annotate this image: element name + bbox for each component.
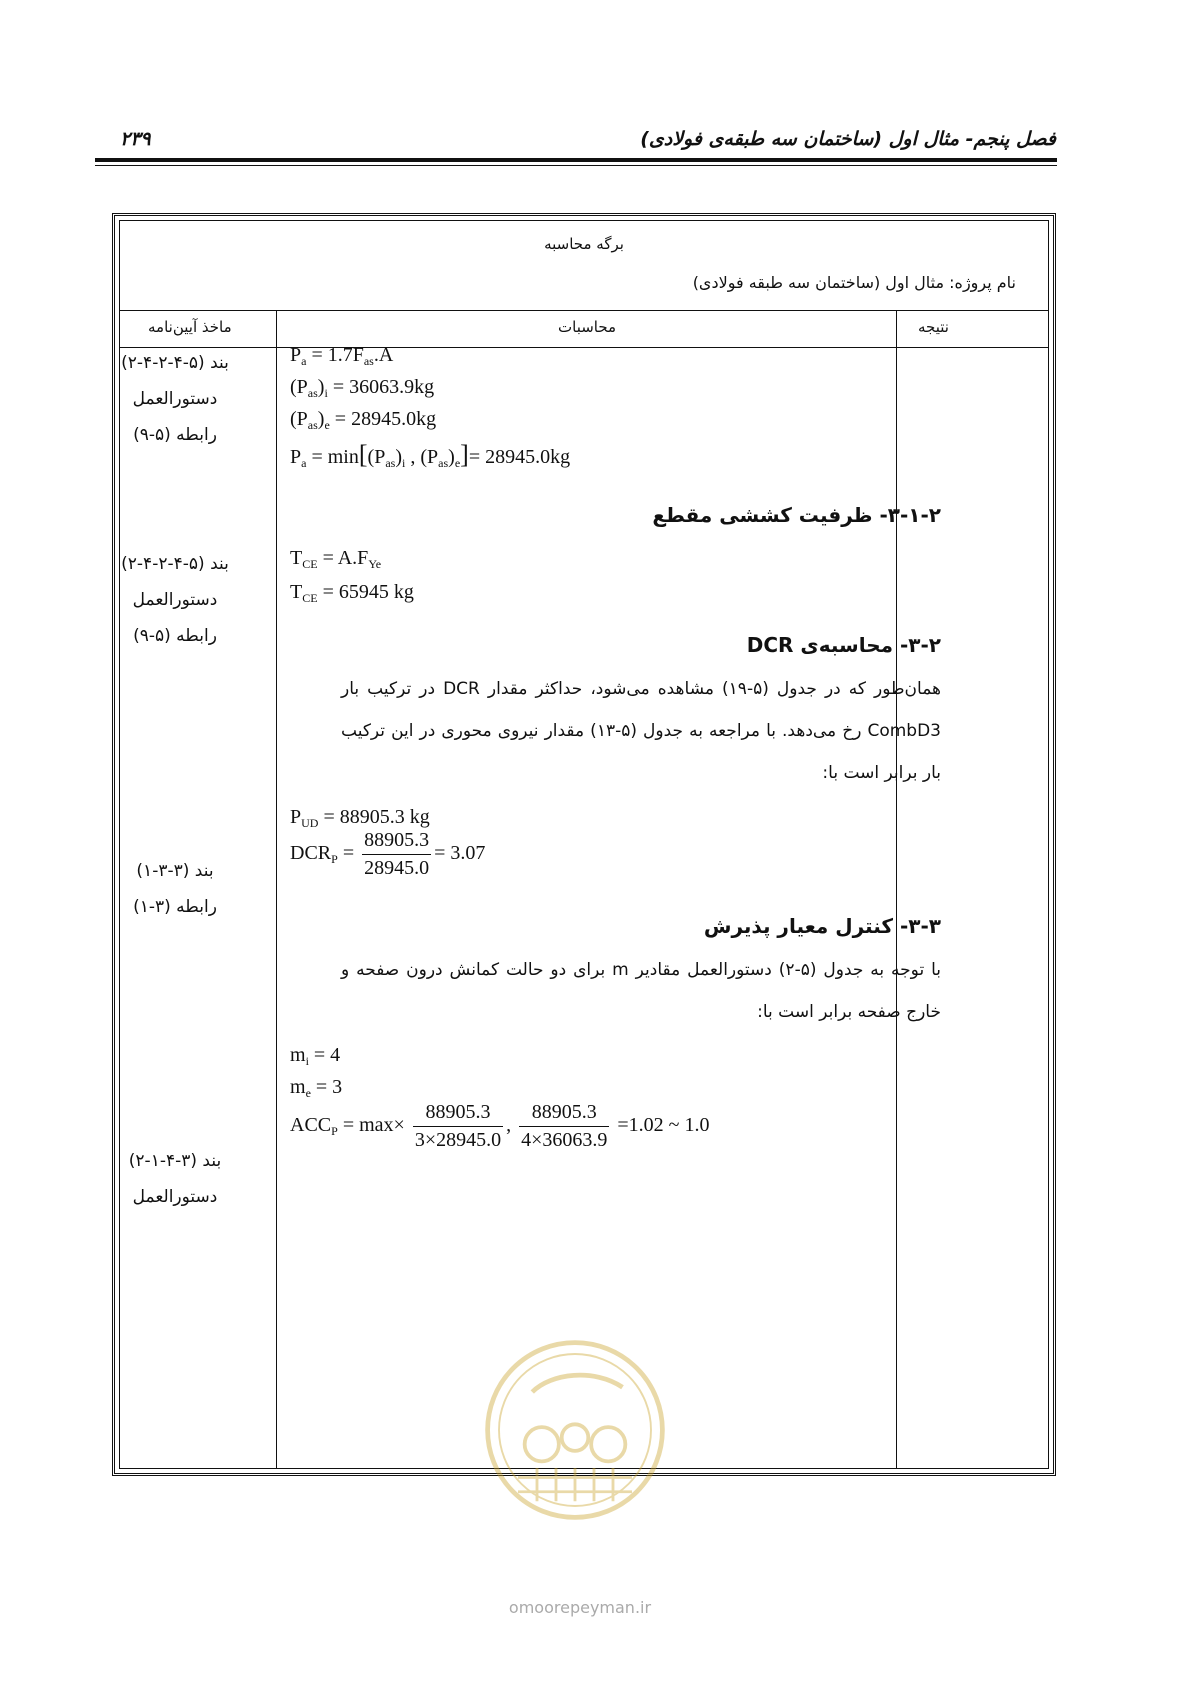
source-ref-3: بند (۳-۳-۱) رابطه (۳-۱) — [133, 861, 217, 917]
column-divider-left — [276, 310, 277, 1468]
acc-fraction-in-plane: $\frac{88905.3}{3\times 28945.0}$ — [414, 1101, 502, 1151]
header-rule-thin — [95, 165, 1057, 166]
watermark-logo — [480, 1335, 670, 1525]
eq-tce-definition: $T_{CE} = A.F_{Ye}$ — [290, 547, 382, 571]
eq-pa-definition: $P_a = 1.7F_{as}.A$ — [290, 344, 394, 368]
project-name: نام پروژه: مثال اول (ساختمان سه طبقه فولادی) — [692, 273, 1016, 292]
section-heading-acceptance: ۳-۳- کنترل معیار پذیرش — [703, 914, 941, 938]
paragraph-dcr: همان‌طور که در جدول (۵-۱۹) مشاهده می‌شود، حداکثر مقدار DCR در ترکیب بار CombD3 رخ می‌دهد. با مراجعه به جدول (۵-۱۳) مقدار نیروی محوری در این ترکیب بار برابر است با: — [341, 679, 942, 783]
eq-me: $m_e = 3$ — [290, 1076, 343, 1100]
eq-dcr: $DCR_P$ = $\frac{88905.3}{28945.0}$ = 3.07 — [290, 829, 486, 879]
eq-pa-min: $P_a = \min[(P_{as})_i$ , $(P_{as})_e]= 28945.0kg$ — [290, 440, 571, 470]
section-heading-tensile-capacity: ۳-۱-۲- ظرفیت کششی مقطع — [652, 503, 941, 527]
eq-pas-i: $(P_{as})_i = 36063.9kg$ — [290, 376, 435, 400]
acc-fraction-out-of-plane: $\frac{88905.3}{4\times 36063.9}$ — [521, 1101, 608, 1151]
source-ref-1: بند (۵-۴-۲-۴-۲) دستورالعمل رابطه (۵-۹) — [121, 353, 229, 445]
chapter-title: فصل پنجم- مثال اول (ساختمان سه طبقه‌ی فولادی) — [640, 128, 1056, 150]
eq-pas-e: $(P_{as})_e = 28945.0kg$ — [290, 408, 437, 432]
paragraph-acceptance: با توجه به جدول (۵-۲) دستورالعمل مقادیر m برای دو حالت کمانش درون صفحه و خارج صفحه برابر است با: — [341, 960, 942, 1022]
source-ref-2: بند (۵-۴-۲-۴-۲) دستورالعمل رابطه (۵-۹) — [121, 554, 229, 646]
header-rule — [95, 158, 1057, 162]
sheet-inner — [119, 220, 1049, 1469]
column-header-result: نتیجه — [918, 318, 949, 336]
column-header-source: ماخذ آیین‌نامه — [148, 318, 232, 336]
eq-pud: $P_{UD} = 88905.3$ kg — [290, 806, 430, 830]
column-header-calc: محاسبات — [558, 318, 617, 336]
eq-tce-value: $T_{CE} = 65945$ kg — [290, 581, 414, 605]
eq-mi: $m_i = 4$ — [290, 1044, 341, 1068]
watermark-url: omoorepeyman.ir — [508, 1598, 652, 1617]
calculation-sheet — [112, 213, 1056, 1476]
source-ref-4: بند (۳-۴-۱-۲) دستورالعمل — [128, 1151, 222, 1207]
header-divider-bottom — [120, 347, 1048, 348]
header-divider — [120, 310, 1048, 311]
page-number: ۲۳۹ — [120, 128, 151, 150]
eq-acc: $ACC_P = \max\times$ $\frac{88905.3}{3\times 28945.0}$ , $\frac{88905.3}{4\times 36063.9}$ =1.02 ~ 1.0 — [290, 1101, 710, 1151]
dcr-fraction: $\frac{88905.3}{28945.0}$ — [364, 829, 430, 879]
column-divider-right — [896, 310, 897, 1468]
sheet-title: برگه محاسبه — [544, 235, 624, 253]
section-heading-dcr: ۳-۲- محاسبه‌ی DCR — [746, 633, 941, 657]
